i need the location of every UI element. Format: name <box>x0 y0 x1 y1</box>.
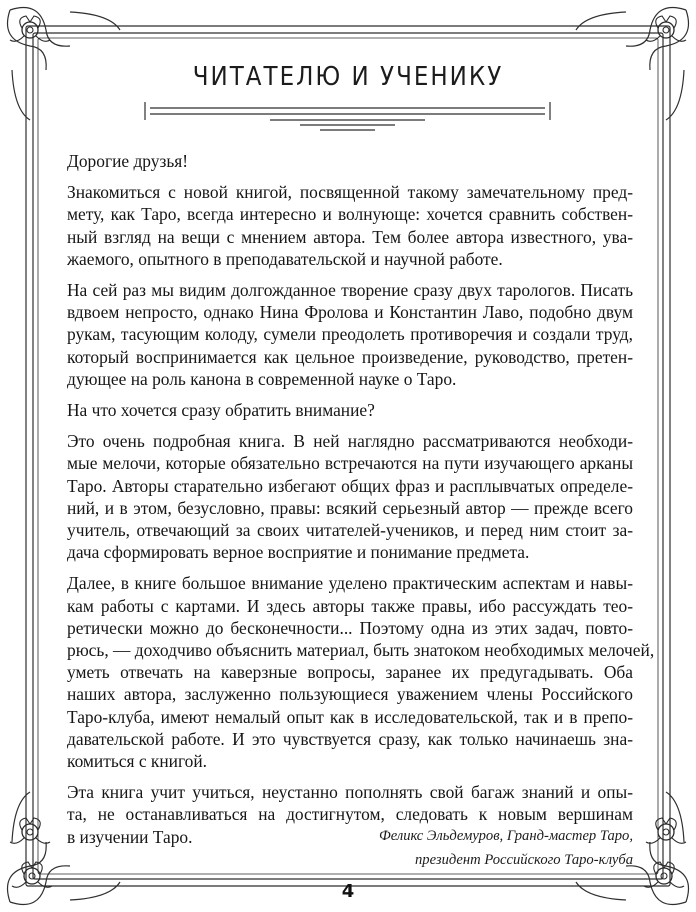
text-line: ний, и в этом, безусловно, правы: всякий серьезный автор — прежде всего <box>67 497 633 518</box>
text-line: Знакомиться с новой книгой, посвященной такому замечательному пред- <box>67 182 633 203</box>
text-line: вдвоем непросто, однако Нина Фролова и Константин Лаво, подобно двум <box>67 302 633 323</box>
text-line: Таро-клуба, имеют немалый опыт как в исследовательской, так и в препо- <box>67 706 633 727</box>
text-line: Далее, в книге большое внимание уделено практическим аспектам и навы- <box>67 573 633 594</box>
text-line: На сей раз мы видим долгожданное творение сразу двух тарологов. Писать <box>67 280 633 301</box>
text-line: ный взгляд на вещи с мнением автора. Тем более автора известного, ува- <box>67 226 633 247</box>
text-line: уметь отвечать на каверзные вопросы, заранее их предугадывать. Оба <box>67 662 633 683</box>
paragraph <box>67 572 655 772</box>
signature-line-2: президент Российского Таро-клуба <box>415 852 633 868</box>
text-line: На что хочется сразу обратить внимание? <box>67 400 375 421</box>
text-line: дача сформировать верное восприятие и понимание предмета. <box>67 542 530 563</box>
text-line: рукам, тасующим колоду, сумели преодолеть противоречия и создали труд, <box>67 324 633 345</box>
text-line: ретически можно до бесконечности... Поэтому одна из этих задач, повто- <box>67 617 633 638</box>
paragraph <box>67 399 633 421</box>
text-line: кам работы с картами. И здесь авторы также правы, ибо рассуждать тео- <box>67 595 633 616</box>
paragraph <box>67 181 633 270</box>
paragraph <box>67 430 633 563</box>
text-line: рюсь, — доходчиво объяснить материал, быть знатоком необходимых мелочей, <box>67 640 655 661</box>
text-line: Это очень подробная книга. В ней наглядно рассматриваются необходи- <box>67 431 633 452</box>
text-line: наших автора, заслуженно пользующиеся уважением члены Российского <box>67 684 633 705</box>
paragraph <box>67 150 633 172</box>
text-line: Дорогие друзья! <box>67 151 189 171</box>
text-line: жаемого, опытного в преподавательской и научной работе. <box>67 248 503 269</box>
text-line: давательской работе. И это чувствуется сразу, как только начинаешь зна- <box>67 728 633 749</box>
text-line: который воспринимается как цельное произведение, руководство, претен- <box>67 346 633 367</box>
text-line: мые мелочи, которые обязательно встречаются на пути изучающего арканы <box>67 453 633 474</box>
text-line: Эта книга учит учиться, неустанно пополнять свой багаж знаний и опы- <box>67 782 633 803</box>
body-text <box>67 150 655 857</box>
paragraph <box>67 279 633 390</box>
text-line: дующее на роль канона в современной науке о Таро. <box>67 368 457 389</box>
text-line: Таро. Авторы старательно избегают общих фраз и расплывчатых определе- <box>67 475 633 496</box>
text-line: в изучении Таро. <box>67 826 193 847</box>
text-line: комиться с книгой. <box>67 751 208 772</box>
signature-line-1: Феликс Эльдемуров, Гранд-мастер Таро, <box>378 828 633 844</box>
page-title: ЧИТАТЕЛЮ И УЧЕНИКУ <box>192 62 504 92</box>
text-line: учитель, отвечающий за своих читателей-учеников, и перед ним стоит за- <box>67 520 633 541</box>
page-number: 4 <box>341 881 355 902</box>
text-line: та, не останавливаться на достигнутом, следовать к новым вершинам <box>67 804 633 825</box>
signature <box>300 824 633 872</box>
text-line: мету, как Таро, всегда интересно и волнующе: хочется сравнить собствен- <box>67 204 633 225</box>
